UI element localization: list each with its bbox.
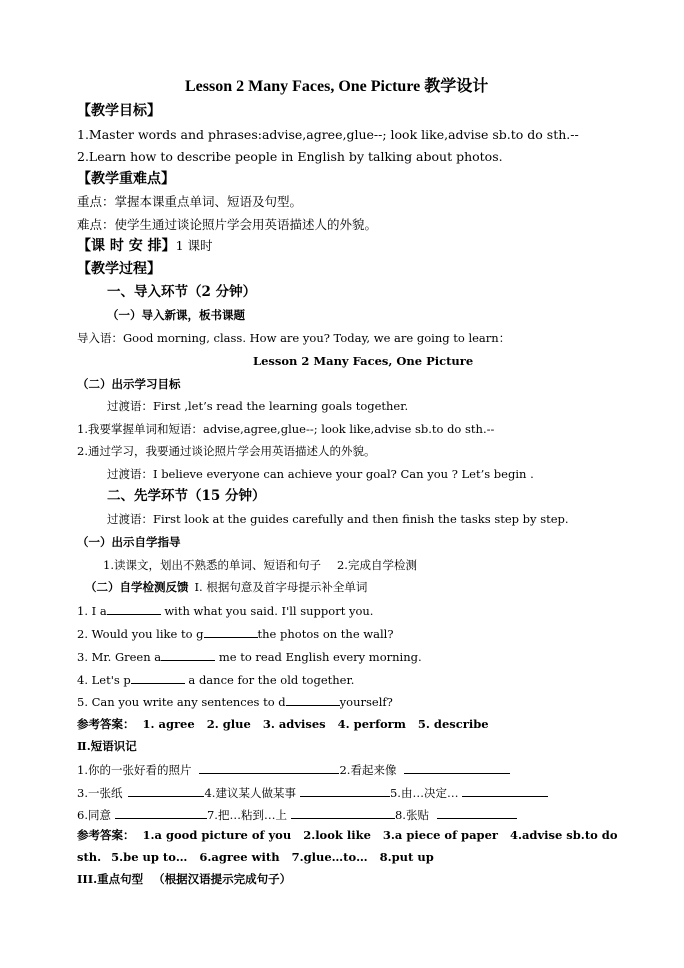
section-process-heading: 【教学过程】 (77, 261, 161, 277)
phrase-blank[interactable] (128, 784, 204, 797)
phrase-2: 2.看起来像 (339, 763, 397, 777)
step2-sub2: （二）自学检测反馈 (85, 580, 189, 594)
answer-2: 2. glue (206, 717, 251, 731)
section-objectives-heading: 【教学目标】 (77, 103, 161, 119)
phrase-4: 4.建议某人做某事 (204, 786, 296, 800)
phrase-6: 6.同意 (77, 808, 111, 822)
period-value: 1 课时 (175, 238, 213, 253)
exercise-item-5-rest: yourself? (339, 695, 393, 709)
exercise-item-1 (77, 602, 373, 619)
exercise-item-1-rest: with what you said. I'll support you. (160, 604, 374, 618)
step2-sub1: （一）出示自学指导 (77, 535, 181, 549)
answers1-line (77, 716, 489, 732)
step1-transition-1: 过渡语：First ,let’s read the learning goals together. (107, 399, 409, 413)
step1-goal-2: 2.通过学习，我要通过谈论照片学会用英语描述人的外貌。 (77, 444, 376, 458)
step1-sub2: （二）出示学习目标 (77, 377, 181, 391)
answer-1: 1. agree (142, 717, 195, 731)
phrase-blank[interactable] (437, 806, 517, 819)
phrase-answer-2: 2.look like (303, 828, 371, 842)
answer-blank[interactable] (161, 648, 215, 661)
exercise-item-4-stem: 4. Let's p (77, 673, 131, 687)
phrase-blank[interactable] (291, 806, 395, 819)
exercise-item-4 (77, 671, 354, 688)
answer-5: 5. describe (417, 717, 489, 731)
objective-line-2: 2.Learn how to describe people in English by talking about photos. (77, 149, 503, 164)
answer-blank[interactable] (204, 625, 258, 638)
phrase-answer-5: 5.be up to… (111, 850, 188, 864)
phrase-answer-7: 7.glue…to… (291, 850, 368, 864)
section-period-heading: 【课 时 安 排】 (77, 238, 176, 254)
document-title: Lesson 2 Many Faces, One Picture 教学设计 (185, 78, 489, 95)
answers2-label: 参考答案： (77, 828, 135, 842)
phrase-row-1 (77, 761, 510, 778)
exercise-item-3 (77, 648, 422, 665)
period-line (77, 238, 213, 254)
exercise-item-2-stem: 2. Would you like to g (77, 627, 204, 641)
answer-blank[interactable] (286, 693, 340, 706)
phrase-answer-3: 3.a piece of paper (382, 828, 498, 842)
answers1-label: 参考答案： (77, 717, 135, 731)
section-key-points-heading: 【教学重难点】 (77, 171, 175, 187)
answers2-line-2 (77, 849, 434, 865)
step1-lesson-title: Lesson 2 Many Faces, One Picture (253, 354, 474, 368)
phrase-row-3 (77, 806, 517, 823)
phrase-5: 5.由…决定… (389, 786, 459, 800)
step2-sub2-line (85, 579, 367, 595)
phrase-7: 7.把…粘到…上 (206, 808, 287, 822)
part3-title-line (77, 871, 291, 887)
part1-title: I. 根据句意及首字母提示补全单词 (194, 580, 368, 594)
phrase-3: 3.一张纸 (77, 786, 123, 800)
phrase-answer-1: 1.a good picture of you (142, 828, 292, 842)
answer-3: 3. advises (262, 717, 326, 731)
step2-guide-2: 2.完成自学检测 (336, 558, 417, 572)
step1-transition-2: 过渡语：I believe everyone can achieve your goal? Can you ? Let’s begin . (107, 467, 534, 481)
exercise-item-1-stem: 1. I a (77, 604, 107, 618)
part3-title: III.重点句型 (77, 872, 144, 886)
exercise-item-2-rest: the photos on the wall? (257, 627, 394, 641)
phrase-answer-6: 6.agree with (199, 850, 280, 864)
phrase-blank[interactable] (115, 806, 207, 819)
step1-sub1: （一）导入新课，板书课题 (107, 308, 245, 322)
step1-goal-1: 1.我要掌握单词和短语：advise,agree,glue--; look like,advise sb.to do sth.-- (77, 422, 495, 436)
phrase-blank[interactable] (404, 761, 510, 774)
phrase-answer-4: 4.advise sb.to do (509, 828, 618, 842)
exercise-item-2 (77, 625, 394, 642)
key-point-line: 重点：掌握本课重点单词、短语及句型。 (77, 194, 303, 209)
step1-intro: 导入语：Good morning, class. How are you? Today, we are going to learn： (77, 331, 511, 345)
difficult-point-line: 难点：使学生通过谈论照片学会用英语描述人的外貌。 (77, 217, 378, 232)
part3-note: （根据汉语提示完成句子） (153, 872, 292, 886)
exercise-item-5 (77, 693, 393, 710)
phrase-8: 8.张贴 (394, 808, 429, 822)
step2-heading: 二、先学环节（15 分钟） (107, 488, 266, 504)
step2-guide-1: 1.读课文，划出不熟悉的单词、短语和句子 (103, 558, 321, 572)
exercise-item-3-stem: 3. Mr. Green a (77, 650, 162, 664)
exercise-item-4-rest: a dance for the old together. (184, 673, 355, 687)
answer-blank[interactable] (107, 602, 161, 615)
phrase-blank[interactable] (462, 784, 548, 797)
phrase-blank[interactable] (300, 784, 390, 797)
step2-transition: 过渡语：First look at the guides carefully and then finish the tasks step by step. (107, 512, 569, 526)
answers2-line-1 (77, 827, 618, 843)
answer-4: 4. perform (337, 717, 406, 731)
phrase-row-2 (77, 784, 548, 801)
phrase-1: 1.你的一张好看的照片 (77, 763, 192, 777)
phrase-blank[interactable] (199, 761, 339, 774)
exercise-item-3-rest: me to read English every morning. (215, 650, 422, 664)
phrase-answer-8: 8.put up (379, 850, 434, 864)
part2-title: Ⅱ.短语识记 (77, 739, 137, 753)
exercise-item-5-stem: 5. Can you write any sentences to d (77, 695, 286, 709)
step1-heading: 一、导入环节（2 分钟） (107, 284, 257, 300)
answer-blank[interactable] (131, 671, 185, 684)
phrase-answer-4-cont: sth. (77, 850, 102, 864)
step2-guides (103, 557, 417, 573)
objective-line-1: 1.Master words and phrases:advise,agree,glue--; look like,advise sb.to do sth.-- (77, 127, 579, 142)
